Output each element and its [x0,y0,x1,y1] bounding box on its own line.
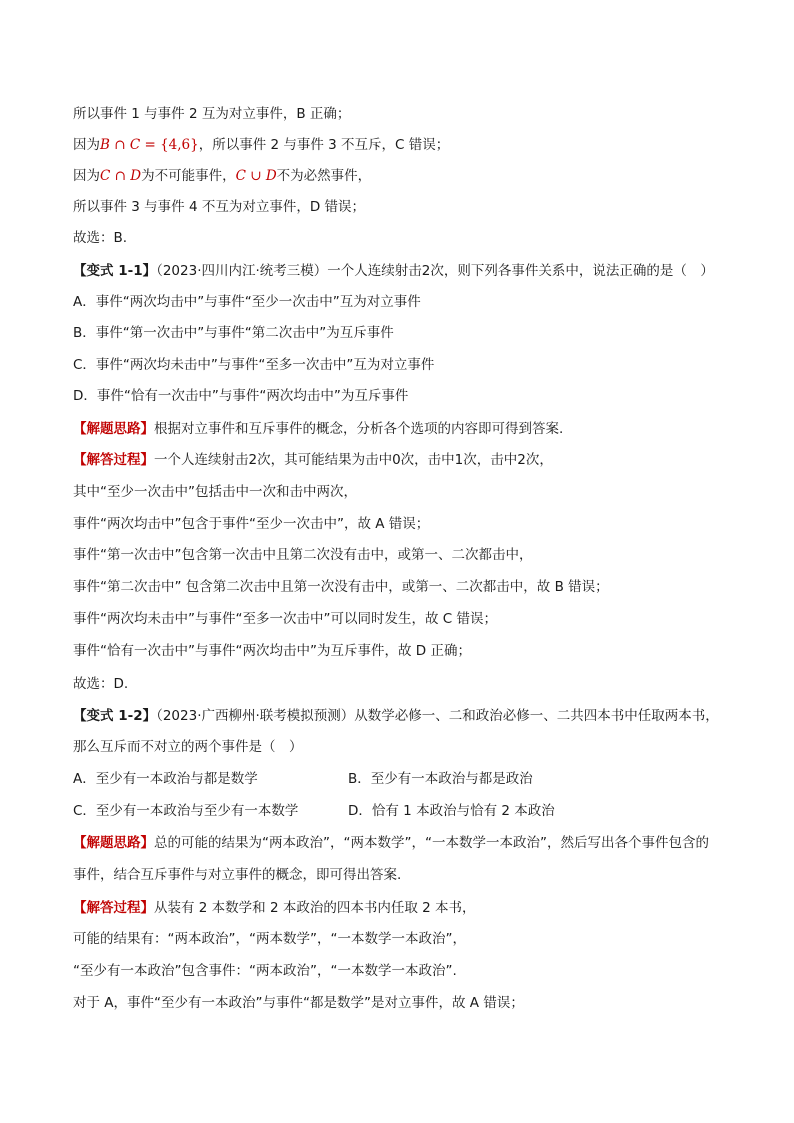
idea-tag: 【解题思路】 [73,421,154,437]
process-line: 事件“第二次击中” 包含第二次击中且第一次没有击中，或第一、二次都击中，故 B 错误； [73,579,609,595]
process-line: 事件“第一次击中”包含第一次击中且第二次没有击中，或第一、二次都击中， [73,547,533,563]
math-var: C [100,168,111,184]
option-c: C．至少有一本政治与至少有一本数学 [73,803,299,819]
idea-text: 总的可能的结果为“两本政治”，“两本数学”，“一本数学一本政治”，然后写出各个事件包含的 [154,835,709,851]
process-tag: 【解答过程】 [73,900,154,916]
text: 不为必然事件， [276,168,372,184]
process-line: 事件“两次均未击中”与事件“至多一次击中”可以同时发生，故 C 错误； [73,611,497,627]
math-var: D [130,168,142,184]
answer-line: 故选：B. [73,230,128,246]
idea-tag: 【解题思路】 [73,835,154,851]
process-line: 事件“恰有一次击中”与事件“两次均击中”为互斥事件，故 D 正确； [73,643,471,659]
option-d: D．恰有 1 本政治与恰有 2 本政治 [348,803,555,819]
option-a: A．至少有一本政治与都是数学 [73,771,258,787]
option-b: B．至少有一本政治与都是政治 [348,771,533,787]
solution-line [73,166,371,186]
process-line [73,898,476,918]
options-row [73,801,733,821]
option-b: B．事件“第一次击中”与事件“第二次击中”为互斥事件 [73,325,394,341]
question-header [73,706,719,726]
process-text: 一个人连续射击2次，其可能结果为击中0次，击中1次，击中2次， [154,452,553,468]
question-stem: 从数学必修一、二和政治必修一、二共四本书中任取两本书， [354,708,719,724]
option-c: C．事件“两次均未击中”与事件“至多一次击中”互为对立事件 [73,357,435,373]
question-stem-cont: 那么互斥而不对立的两个事件是（ ） [73,739,303,755]
idea-text: 根据对立事件和互斥事件的概念，分析各个选项的内容即可得到答案. [154,421,564,437]
solution-line: 所以事件 1 与事件 2 互为对立事件，B 正确； [73,106,351,122]
process-line: 事件“两次均击中”包含于事件“至少一次击中”，故 A 错误； [73,516,430,532]
math-var: D [265,168,277,184]
idea-line-cont: 事件，结合互斥事件与对立事件的概念，即可得出答案. [73,867,402,883]
option-d: D．事件“恰有一次击中”与事件“两次均击中”为互斥事件 [73,388,409,404]
process-text: 从装有 2 本数学和 2 本政治的四本书内任取 2 本书， [154,900,476,916]
question-stem: 一个人连续射击2次，则下列各事件关系中，说法正确的是（ ） [327,263,714,279]
process-line: 其中“至少一次击中”包括击中一次和击中两次， [73,484,357,500]
process-line: 可能的结果有：“两本政治”，“两本数学”，“一本数学一本政治”， [73,931,466,947]
solution-line [73,135,449,155]
process-line: “至少有一本政治”包含事件：“两本政治”，“一本数学一本政治”. [73,963,457,979]
math-expr: = {4,6} [140,137,199,153]
math-var: B [100,137,110,153]
process-line: 对于 A，事件“至少有一本政治”与事件“都是数学”是对立事件，故 A 错误； [73,995,524,1011]
question-tag: 【变式 1-2】 [73,708,157,724]
math-var: C [129,137,141,153]
idea-line [73,833,709,853]
question-tag: 【变式 1-1】 [73,263,157,279]
idea-line [73,419,563,439]
math-op: ∪ [245,168,266,184]
option-a: A．事件“两次均击中”与事件“至少一次击中”互为对立事件 [73,294,421,310]
text: 为不可能事件， [141,168,236,184]
text: 因为 [73,137,100,153]
process-tag: 【解答过程】 [73,452,154,468]
math-op: ∩ [109,137,130,153]
solution-line: 所以事件 3 与事件 4 不互为对立事件，D 错误； [73,199,366,215]
math-var: C [235,168,246,184]
math-op: ∩ [110,168,131,184]
text: 因为 [73,168,100,184]
process-line [73,450,553,470]
text: ，所以事件 2 与事件 3 不互斥，C 错误； [198,137,450,153]
question-source: （2023·四川内江·统考三模） [156,263,328,279]
options-row [73,769,733,789]
question-header [73,261,714,281]
answer-line: 故选：D. [73,676,129,692]
question-source: （2023·广西柳州·联考模拟预测） [156,708,355,724]
